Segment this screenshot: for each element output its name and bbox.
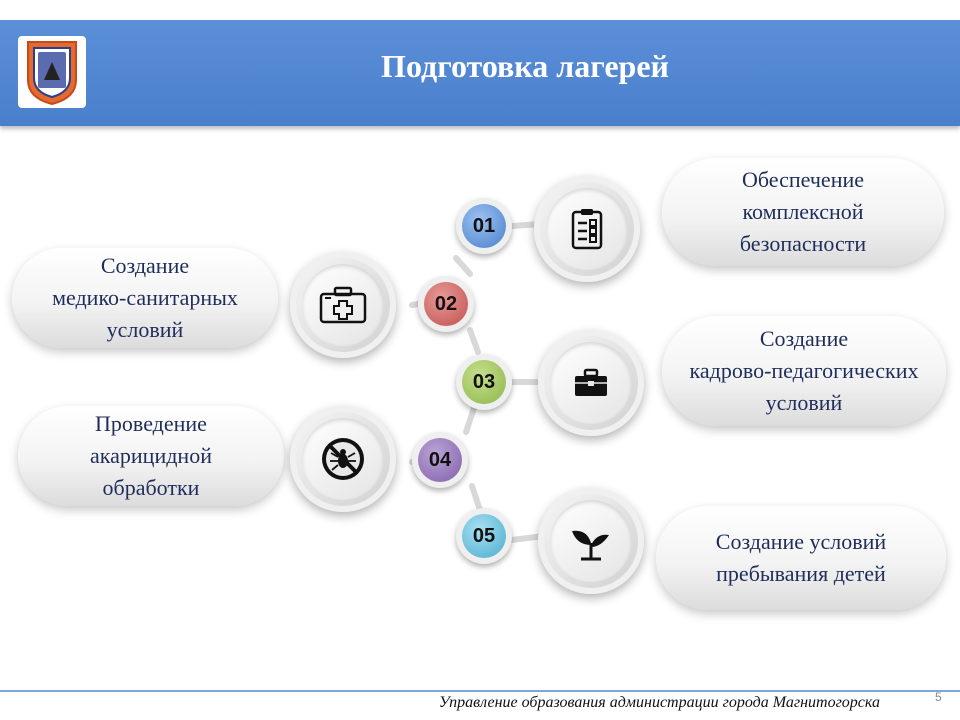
icon-circle-01 [534,176,640,282]
icon-circle-02 [290,252,396,358]
label-line: кадрово-педагогических [689,358,919,383]
icon-circle-05 [538,488,644,594]
icon-circle-04 [290,406,396,512]
label-line: комплексной [742,199,864,224]
sprout-icon [569,521,613,561]
label-line: условий [765,390,843,415]
number-text: 02 [434,292,458,315]
briefcase-icon [573,368,609,398]
icon-circle-03 [538,330,644,436]
label-line: Создание [759,326,849,351]
footer-divider [0,690,960,692]
number-text: 01 [472,214,496,237]
label-line: безопасности [739,231,867,256]
page-title: Подготовка лагерей [381,48,669,84]
label-line: условий [106,317,184,342]
label-line: медико-санитарных [52,285,238,310]
number-text: 05 [472,524,496,547]
no-tick-icon [320,436,366,482]
medical-kit-icon [318,285,368,325]
label-item-05 [656,506,946,610]
label-line: Создание [100,253,190,278]
label-item-02 [12,248,278,348]
label-line: обработки [102,475,200,500]
clipboard-checklist-icon [567,207,607,251]
label-item-03 [662,316,946,426]
page-number: 5 [935,690,942,704]
number-badge-04 [412,432,468,488]
number-badge-05 [456,508,512,564]
label-item-01 [662,158,944,266]
label-line: Создание условий [715,529,887,554]
number-text: 04 [428,448,452,471]
label-line: Проведение [95,411,207,436]
label-line: акарицидной [90,443,212,468]
number-badge-01 [456,198,512,254]
label-item-04 [18,406,284,506]
label-line: пребывания детей [716,561,886,586]
number-text: 03 [472,370,496,393]
number-badge-03 [456,354,512,410]
number-badge-02 [418,276,474,332]
label-line: Обеспечение [742,167,864,192]
footer-text: Управление образования администрации города Магнитогорска [438,694,880,711]
